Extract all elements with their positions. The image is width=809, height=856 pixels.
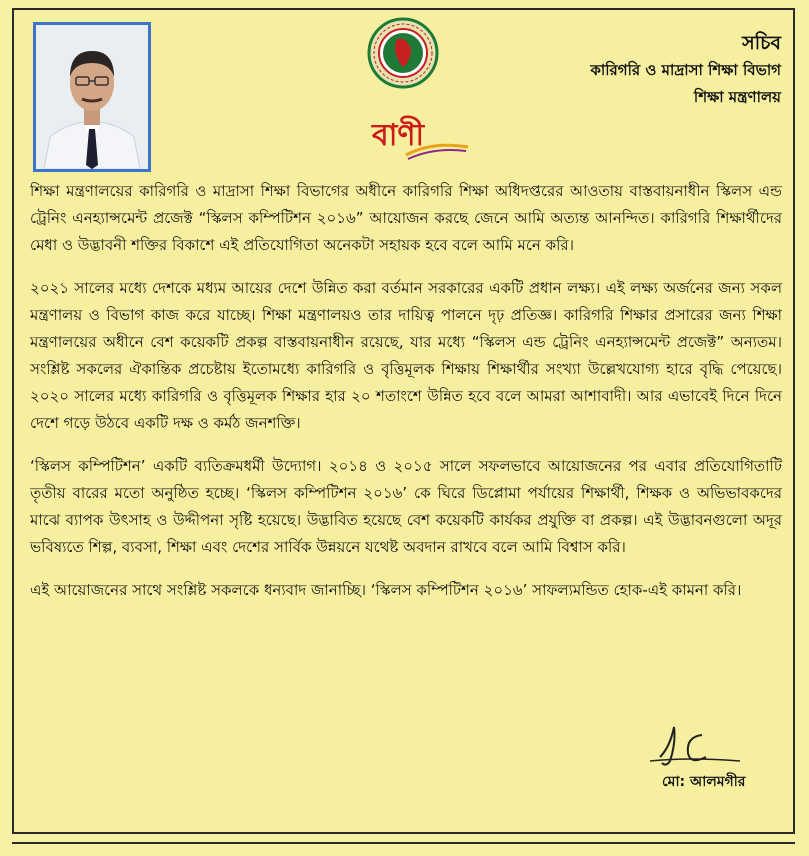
designation-title: সচিব [742,32,781,54]
designation-department: কারিগরি ও মাদ্রাসা শিক্ষা বিভাগ [590,61,781,79]
bottom-divider [12,842,795,856]
government-seal-icon [367,17,439,89]
secretary-portrait [33,22,151,172]
handwritten-signature [640,717,750,771]
signatory-name: মো: আলমগীর [662,774,746,790]
message-heading-text: বাণী [372,118,425,153]
message-heading [372,111,472,171]
paragraph: ২০২১ সালের মধ্যে দেশকে মধ্যম আয়ের দেশে উন্নিত করা বর্তমান সরকারের একটি প্রধান লক্ষ্য। এই লক্ষ্য অর্জনের জন্য সকল মন্ত্রণালয় ও বিভাগ কাজ করে যাচ্ছে। শিক্ষা মন্ত্রণালয়ও তার দায়িত্ব পালনে দৃঢ় প্রতিজ্ঞ। কারিগরি শিক্ষার প্রসারের জন্য শিক্ষা মন্ত্রণালয়ের অধীনে বেশ কয়েকটি প্রকল্প বাস্তবায়নাধীন রয়েছে, যার মধ্যে “স্কিলস এন্ড ট্রেনিং এনহ্যান্সমেন্ট প্রজেক্ট” অন্যতম। সংশ্লিষ্ট সকলের ঐকান্তিক প্রচেষ্টায় ইতোমধ্যে কারিগরি ও বৃত্তিমূলক শিক্ষায় শিক্ষার্থীর সংখ্যা উল্লেখযোগ্য হারে বৃদ্ধি পেয়েছে। ২০২০ সালের মধ্যে কারিগরি ও বৃত্তিমূলক শিক্ষার হার ২০ শতাংশে উন্নিত হবে বলে আমরা আশাবাদী। আর এভাবেই দিনে দিনে দেশে গড়ে উঠবে একটি দক্ষ ও কর্মঠ জনশক্তি। [30,279,782,432]
paragraph: শিক্ষা মন্ত্রণালয়ের কারিগরি ও মাদ্রাসা শিক্ষা বিভাগের অধীনে কারিগরি শিক্ষা অধিদপ্তরের আওতায় বাস্তবায়নাধীন স্কিলস এন্ড ট্রেনিং এনহ্যান্সমেন্ট প্রজেক্ট “স্কিলস কম্পিটিশন ২০১৬” আয়োজন করছে জেনে আমি অত্যন্ত আনন্দিত। কারিগরি শিক্ষার্থীদের মেধা ও উদ্ভাবনী শক্তির বিকাশে এই প্রতিযোগিতা অনেকটা সহায়ক হবে বলে আমি মনে করি। [30,182,782,254]
secretary-designation [590,30,781,111]
paragraph: ‘স্কিলস কম্পিটিশন’ একটি ব্যতিক্রমধর্মী উদ্যোগ। ২০১৪ ও ২০১৫ সালে সফলভাবে আয়োজনের পর এবার প্রতিযোগিতাটি তৃতীয় বারের মতো অনুষ্ঠিত হচ্ছে। ‘স্কিলস কম্পিটিশন ২০১৬’ কে ঘিরে ডিপ্লোমা পর্যায়ের শিক্ষার্থী, শিক্ষক ও অভিভাবকদের মাঝে ব্যাপক উৎসাহ ও উদ্দীপনা সৃষ্টি হয়েছে। উদ্ভাবিত হয়েছে বেশ কয়েকটি কার্যকর প্রযুক্তি বা প্রকল্প। এই উদ্ভাবনগুলো অদূর ভবিষ্যতে শিল্প, ব্যবসা, শিক্ষা এবং দেশের সার্বিক উন্নয়নে যথেষ্ট অবদান রাখবে বলে আমি বিশ্বাস করি। [30,457,782,556]
message-body [30,178,782,620]
designation-ministry: শিক্ষা মন্ত্রণালয় [693,88,781,106]
paragraph: এই আয়োজনের সাথে সংশ্লিষ্ট সকলকে ধন্যবাদ জানাচ্ছি। ‘স্কিলস কম্পিটিশন ২০১৬’ সাফল্যমন্ডিত হোক-এই কামনা করি। [30,581,742,599]
